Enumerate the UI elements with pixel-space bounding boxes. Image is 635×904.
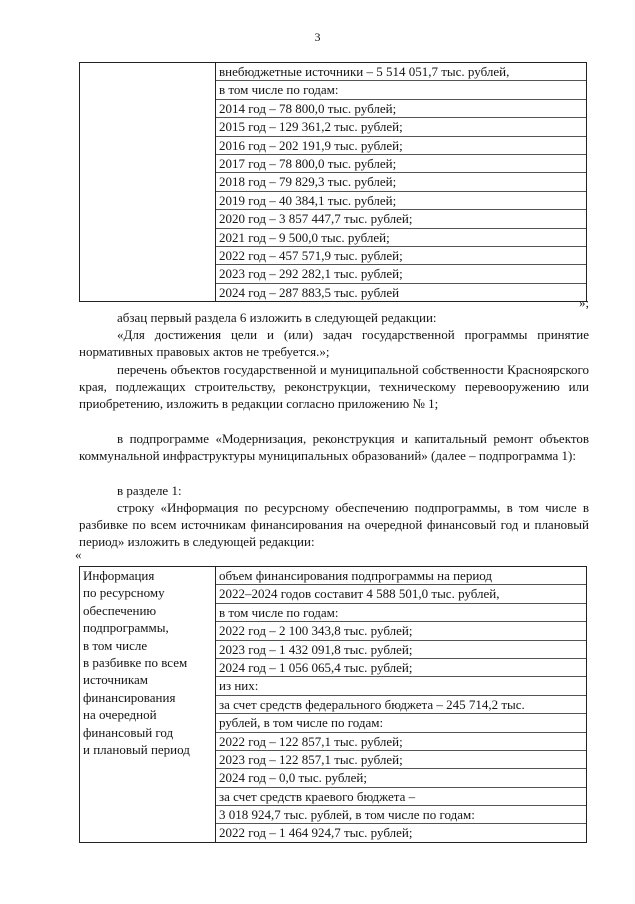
table-line: 2021 год – 9 500,0 тыс. рублей; bbox=[216, 229, 586, 247]
opening-quote: « bbox=[75, 547, 82, 562]
table-line: 2014 год – 78 800,0 тыс. рублей; bbox=[216, 100, 586, 118]
resource-info-table bbox=[79, 566, 587, 843]
table-line: из них: bbox=[216, 677, 586, 695]
table-line: внебюджетные источники – 5 514 051,7 тыс. рублей, bbox=[216, 63, 586, 81]
funding-table-top bbox=[79, 62, 587, 302]
table-line: 2022 год – 457 571,9 тыс. рублей; bbox=[216, 247, 586, 265]
closing-quote: »; bbox=[579, 295, 590, 310]
table-line: объем финансирования подпрограммы на период bbox=[216, 567, 586, 585]
table-line: 2020 год – 3 857 447,7 тыс. рублей; bbox=[216, 210, 586, 228]
label-line: финансирования bbox=[83, 689, 176, 705]
label-line: и плановый период bbox=[83, 741, 190, 757]
resource-info-label-cell bbox=[80, 567, 216, 843]
table-line: 2024 год – 287 883,5 тыс. рублей bbox=[219, 284, 400, 300]
table-line: рублей, в том числе по годам: bbox=[216, 714, 586, 732]
paragraph-objects-list: перечень объектов государственной и муниципальной собственности Красноярского края, подлежащих строительству, реконструкции, техническому перевооружению или приобретению, изложить в редакции согласно приложению № 1; bbox=[79, 362, 589, 412]
table-line: 2022 год – 2 100 343,8 тыс. рублей; bbox=[216, 622, 586, 640]
table-line: 2023 год – 292 282,1 тыс. рублей; bbox=[216, 265, 586, 283]
table-line: 2015 год – 129 361,2 тыс. рублей; bbox=[216, 118, 586, 136]
table-line: 2024 год – 0,0 тыс. рублей; bbox=[216, 769, 586, 787]
table-cell-empty bbox=[80, 63, 216, 302]
label-line: в том числе bbox=[83, 637, 148, 653]
paragraph-section-6: абзац первый раздела 6 изложить в следующей редакции: bbox=[117, 310, 437, 325]
paragraph-resource-row: строку «Информация по ресурсному обеспечению подпрограммы, в том числе в разбивке по всем источникам финансирования на очередной финансовый год и плановый период» изложить в следующей редакции: bbox=[79, 500, 589, 550]
table-line: 2022–2024 годов составит 4 588 501,0 тыс. рублей, bbox=[216, 585, 586, 603]
table-line: за счет средств федерального бюджета – 245 714,2 тыс. bbox=[216, 696, 586, 714]
funding-sources-cell bbox=[216, 63, 587, 302]
label-line: подпрограммы, bbox=[83, 620, 169, 636]
table-line: 2023 год – 122 857,1 тыс. рублей; bbox=[216, 751, 586, 769]
table-line: 2017 год – 78 800,0 тыс. рублей; bbox=[216, 155, 586, 173]
table-line: 2016 год – 202 191,9 тыс. рублей; bbox=[216, 137, 586, 155]
paragraph-section-1: в разделе 1: bbox=[117, 483, 182, 498]
table-line: за счет средств краевого бюджета – bbox=[216, 788, 586, 806]
label-line: финансовый год bbox=[83, 724, 174, 740]
label-line: по ресурсному bbox=[83, 585, 165, 601]
table-line: 2023 год – 1 432 091,8 тыс. рублей; bbox=[216, 641, 586, 659]
table-line: в том числе по годам: bbox=[216, 604, 586, 622]
label-line: источникам bbox=[83, 672, 148, 688]
table-line: 3 018 924,7 тыс. рублей, в том числе по годам: bbox=[216, 806, 586, 824]
paragraph-quote-goal: «Для достижения цели и (или) задач государственной программы принятие нормативных правовых актов не требуется.»; bbox=[79, 327, 589, 360]
label-line: Информация bbox=[83, 568, 155, 583]
label-line: обеспечению bbox=[83, 602, 157, 618]
page-number: 3 bbox=[314, 30, 321, 44]
table-line: 2024 год – 1 056 065,4 тыс. рублей; bbox=[216, 659, 586, 677]
table-line: в том числе по годам: bbox=[216, 81, 586, 99]
table-line: 2018 год – 79 829,3 тыс. рублей; bbox=[216, 173, 586, 191]
table-line: 2019 год – 40 384,1 тыс. рублей; bbox=[216, 192, 586, 210]
label-line: на очередной bbox=[83, 707, 157, 723]
table-line: 2022 год – 1 464 924,7 тыс. рублей; bbox=[219, 825, 413, 841]
label-line: в разбивке по всем bbox=[83, 654, 188, 670]
resource-info-value-cell bbox=[216, 567, 587, 843]
table-line: 2022 год – 122 857,1 тыс. рублей; bbox=[216, 733, 586, 751]
paragraph-subprogram: в подпрограмме «Модернизация, реконструкция и капитальный ремонт объектов коммунальной инфраструктуры муниципальных образований» (далее – подпрограмма 1): bbox=[79, 431, 589, 464]
